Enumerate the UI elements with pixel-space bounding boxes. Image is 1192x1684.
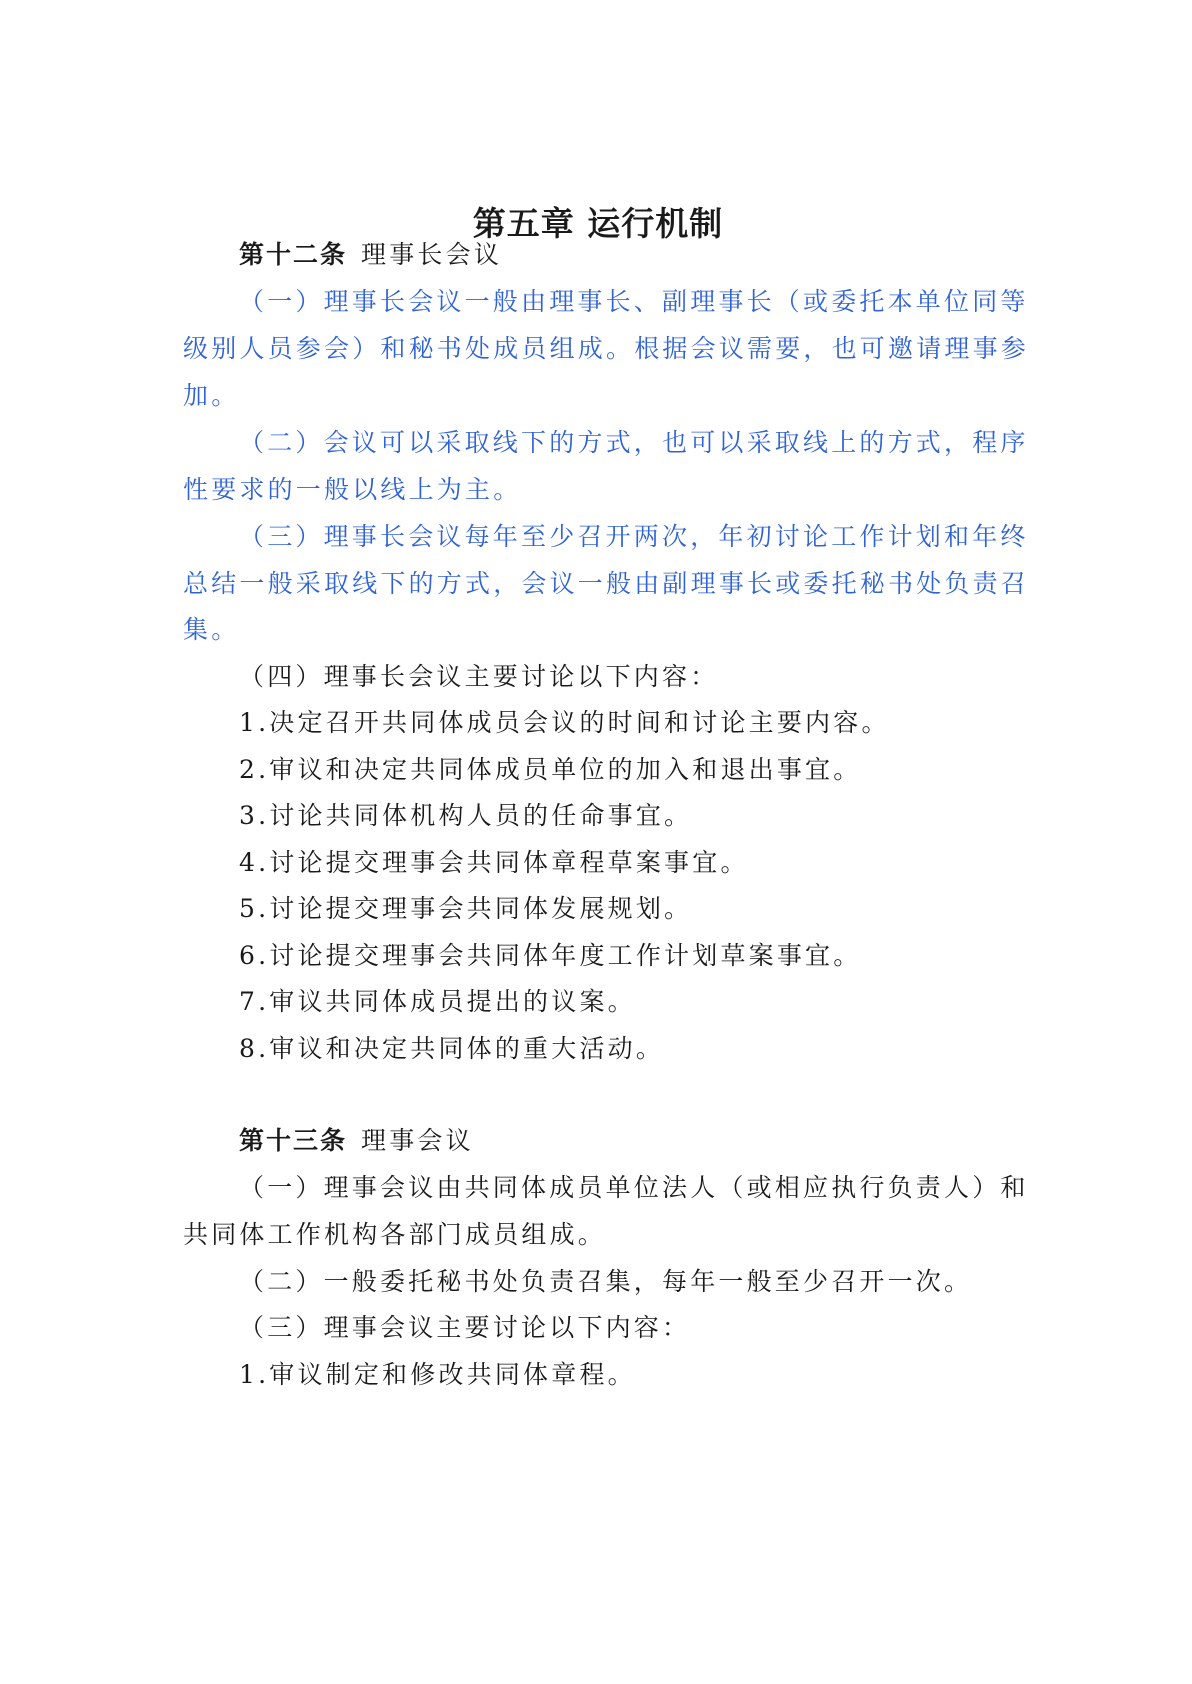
article-12-item: 7.审议共同体成员提出的议案。 [239,987,636,1016]
article-12-item: 6.讨论提交理事会共同体年度工作计划草案事宜。 [239,941,862,970]
article-12-item: 3.讨论共同体机构人员的任命事宜。 [239,801,693,830]
article-12-item: 2.审议和决定共同体成员单位的加入和退出事宜。 [239,755,862,784]
article-12-para-3-line-2: 总结一般采取线下的方式，会议一般由副理事长或委托秘书处负责召 [183,569,1030,598]
article-12-para-3-line-1: （三）理事长会议每年至少召开两次，年初讨论工作计划和年终 [239,522,1029,551]
article-13-para-1-line-1: （一）理事会议由共同体成员单位法人（或相应执行负责人）和 [239,1173,1029,1202]
article-12-item: 8.审议和决定共同体的重大活动。 [239,1034,665,1063]
article-12-para-4: （四）理事长会议主要讨论以下内容： [239,662,719,691]
article-12-para-3-line-3: 集。 [183,615,240,644]
article-12-title: 理事长会议 [361,240,503,269]
article-12-para-1-line-2: 级别人员参会）和秘书处成员组成。根据会议需要，也可邀请理事参 [183,334,1030,363]
article-13-number: 第十三条 [239,1126,348,1155]
article-13-heading [183,1116,1069,1166]
article-12-para-2-line-2: 性要求的一般以线上为主。 [183,475,522,504]
article-13-item: 1.审议制定和修改共同体章程。 [239,1360,636,1389]
article-12-number: 第十二条 [239,240,348,269]
article-13-title: 理事会议 [361,1126,474,1155]
article-13-para-1-line-2: 共同体工作机构各部门成员组成。 [183,1220,607,1249]
article-12-heading [183,230,1069,280]
article-12-item: 5.讨论提交理事会共同体发展规划。 [239,894,693,923]
chapter-title: 第五章 运行机制 [472,204,724,243]
article-12-para-1-line-1: （一）理事长会议一般由理事长、副理事长（或委托本单位同等 [239,287,1029,316]
article-12-item: 1.决定召开共同体成员会议的时间和讨论主要内容。 [239,708,890,737]
article-13-para-2: （二）一般委托秘书处负责召集，每年一般至少召开一次。 [239,1267,973,1296]
article-13-para-3: （三）理事会议主要讨论以下内容： [239,1313,691,1342]
article-12-para-1-line-3: 加。 [183,381,240,410]
article-12-item: 4.讨论提交理事会共同体章程草案事宜。 [239,848,749,877]
article-12-para-2-line-1: （二）会议可以采取线下的方式，也可以采取线上的方式，程序 [239,428,1029,457]
